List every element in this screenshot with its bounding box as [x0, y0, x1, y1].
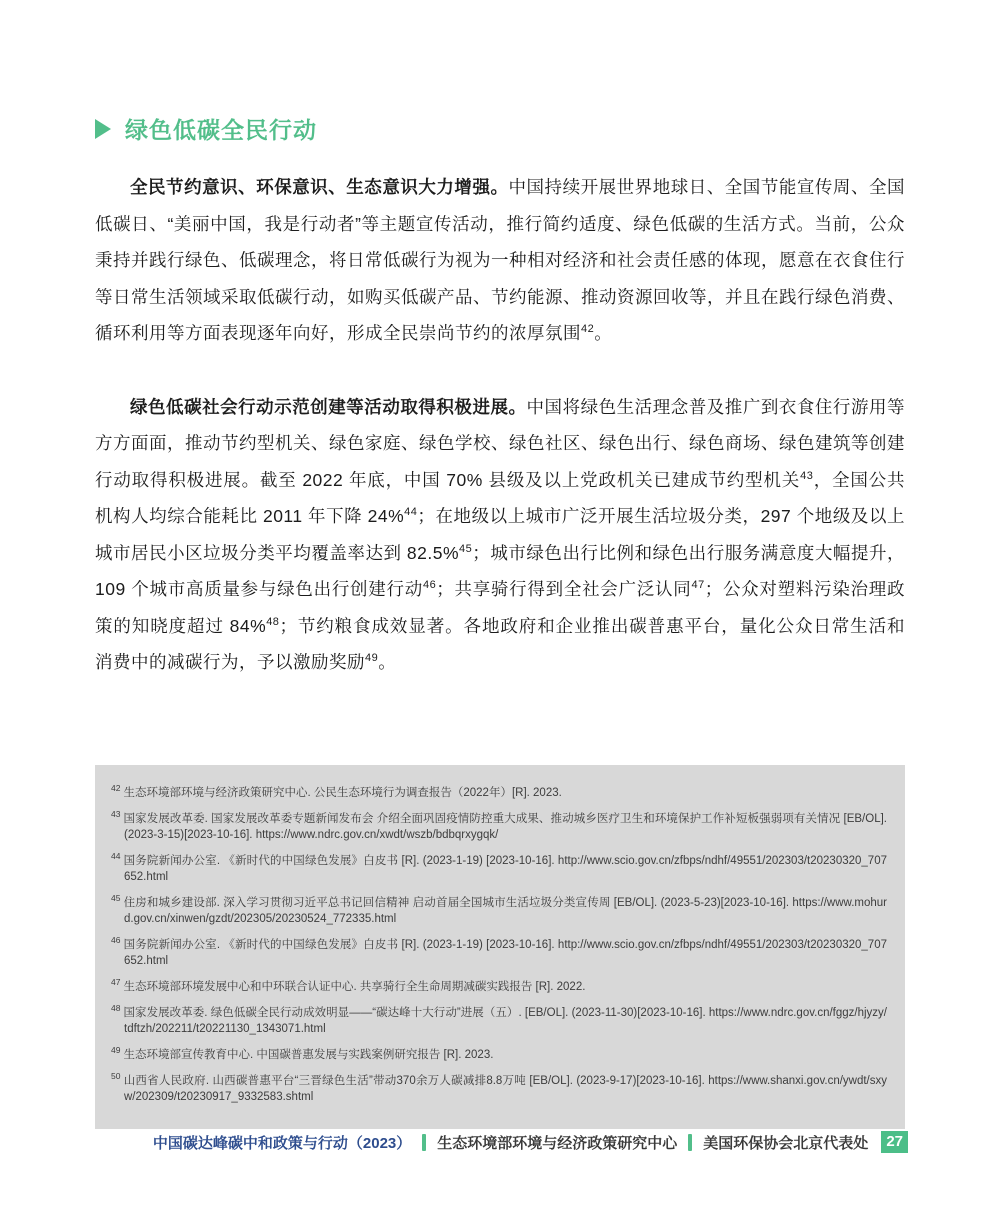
footnote-44	[111, 850, 887, 885]
footnote-42	[111, 782, 887, 801]
footnote-text: 国务院新闻办公室. 《新时代的中国绿色发展》白皮书 [R]. (2023-1-19) [2023-10-16]. http://www.scio.gov.cn/zfbps/ndhf/49551/202303/t20230320_707652.html	[123, 938, 887, 967]
footnote-ref-44: 44	[404, 506, 418, 519]
paragraph-2-text: ；公众对塑料污染治理政策的知晓度超过 84%	[95, 579, 906, 636]
footer-report-title: 中国碳达峰碳中和政策与行动（2023）	[152, 1134, 412, 1152]
footnote-ref-43: 43	[800, 469, 814, 482]
footnotes-box	[95, 765, 905, 1129]
footnote-43	[111, 808, 887, 843]
footer-separator-bar	[422, 1134, 426, 1151]
page-number-badge: 27	[881, 1131, 908, 1153]
paragraph-2	[95, 389, 905, 681]
paragraph-2-text: ；共享骑行得到全社会广泛认同	[436, 579, 692, 599]
footnote-number: 49	[111, 1044, 121, 1055]
footnote-number: 48	[111, 1002, 121, 1013]
page-footer	[95, 1131, 908, 1153]
paragraph-2-text: 。	[378, 652, 397, 672]
paragraph-1-lead: 全民节约意识、环保意识、生态意识大力增强。	[130, 177, 509, 197]
paragraph-1-body: 中国持续开展世界地球日、全国节能宣传周、全国低碳日、“美丽中国，我是行动者”等主题宣传活动，推行简约适度、绿色低碳的生活方式。当前，公众秉持并践行绿色、低碳理念，将日常低碳行为视为一种相对经济和社会责任感的体现，愿意在衣食住行等日常生活领域采取低碳行动，如购买低碳产品、节约能源、推动资源回收等，并且在践行绿色消费、循环利用等方面表现逐年向好，形成全民崇尚节约的浓厚氛围	[95, 177, 905, 343]
footnote-ref-42: 42	[581, 323, 595, 336]
footnote-number: 42	[111, 782, 121, 793]
footer-org-2: 美国环保协会北京代表处	[703, 1134, 869, 1152]
footnote-text: 住房和城乡建设部. 深入学习贯彻习近平总书记回信精神 启动首届全国城市生活垃圾分类宣传周 [EB/OL]. (2023-5-23)[2023-10-16]. https://www.mohurd.gov.cn/xinwen/gzdt/202305/20230524_772335.html	[123, 896, 887, 925]
footnote-text: 生态环境部宣传教育中心. 中国碳普惠发展与实践案例研究报告 [R]. 2023.	[123, 1048, 494, 1061]
footnote-text: 国家发展改革委. 国家发展改革委专题新闻发布会 介绍全面巩固疫情防控重大成果、推动城乡医疗卫生和环境保护工作补短板强弱项有关情况 [EB/OL]. (2023-3-15)[2023-10-16]. https://www.ndrc.gov.cn/xwdt/wszb/bdbqrxygqk/	[123, 812, 887, 841]
footnote-text: 国家发展改革委. 绿色低碳全民行动成效明显——“碳达峰十大行动”进展（五）. [EB/OL]. (2023-11-30)[2023-10-16]. https://www.ndrc.gov.cn/fggz/hjyzy/tdftzh/202211/t20221130_1343071.html	[123, 1006, 887, 1035]
paragraph-2-lead: 绿色低碳社会行动示范创建等活动取得积极进展。	[130, 396, 527, 417]
footnote-number: 43	[111, 808, 121, 819]
footnote-text: 山西省人民政府. 山西碳普惠平台“三晋绿色生活”带动370余万人碳减排8.8万吨 [EB/OL]. (2023-9-17)[2023-10-16]. https://www.shanxi.gov.cn/ywdt/sxyw/202309/t20230917_9332583.shtml	[123, 1074, 887, 1103]
footnote-ref-49: 49	[365, 652, 379, 665]
paragraph-2-text: ；在地级以上城市广泛开展生活垃圾分类，297 个地级及以上城市居民小区垃圾分类平均覆盖率达到 82.5%	[95, 506, 906, 563]
footnote-ref-45: 45	[459, 542, 473, 555]
section-heading	[95, 112, 905, 145]
triangle-right-icon	[95, 119, 111, 139]
paragraph-2-text: ，全国公共机构人均综合能耗比 2011 年下降 24%	[95, 469, 906, 526]
page-content	[0, 112, 992, 1129]
footnote-number: 44	[111, 850, 121, 861]
footnote-50	[111, 1070, 887, 1105]
footnote-text: 生态环境部环境发展中心和中环联合认证中心. 共享骑行全生命周期减碳实践报告 [R]. 2022.	[123, 980, 586, 993]
paragraph-2-text: ；城市绿色出行比例和绿色出行服务满意度大幅提升，109 个城市高质量参与绿色出行创建行动	[95, 542, 906, 599]
paragraph-2-text: ；节约粮食成效显著。各地政府和企业推出碳普惠平台，量化公众日常生活和消费中的减碳行为，予以激励奖励	[95, 615, 906, 672]
footnote-ref-48: 48	[266, 615, 280, 628]
footnote-45	[111, 892, 887, 927]
footnote-number: 50	[111, 1070, 121, 1081]
footnote-49	[111, 1044, 887, 1063]
footnote-48	[111, 1002, 887, 1037]
footnote-text: 生态环境部环境与经济政策研究中心. 公民生态环境行为调查报告（2022年）[R]. 2023.	[123, 786, 562, 799]
footnote-number: 45	[111, 892, 121, 903]
footnote-ref-46: 46	[422, 579, 437, 592]
footnote-46	[111, 934, 887, 969]
footer-separator-bar	[688, 1134, 692, 1151]
footnote-ref-47: 47	[691, 579, 705, 592]
footnote-number: 47	[111, 976, 121, 987]
footer-org-1: 生态环境部环境与经济政策研究中心	[437, 1134, 678, 1152]
paragraph-1	[95, 169, 905, 352]
footnote-text: 国务院新闻办公室. 《新时代的中国绿色发展》白皮书 [R]. (2023-1-19) [2023-10-16]. http://www.scio.gov.cn/zfbps/ndhf/49551/202303/t20230320_707652.html	[123, 854, 887, 883]
section-title-text: 绿色低碳全民行动	[125, 117, 317, 143]
paragraph-2-text: 中国将绿色生活理念普及推广到衣食住行游用等方方面面，推动节约型机关、绿色家庭、绿色学校、绿色社区、绿色出行、绿色商场、绿色建筑等创建行动取得积极进展。截至 2022 年底，中国 70% 县级及以上党政机关已建成节约型机关	[95, 396, 906, 490]
footnote-number: 46	[111, 934, 121, 945]
footnote-47	[111, 976, 887, 995]
paragraph-1-tail: 。	[594, 323, 613, 343]
